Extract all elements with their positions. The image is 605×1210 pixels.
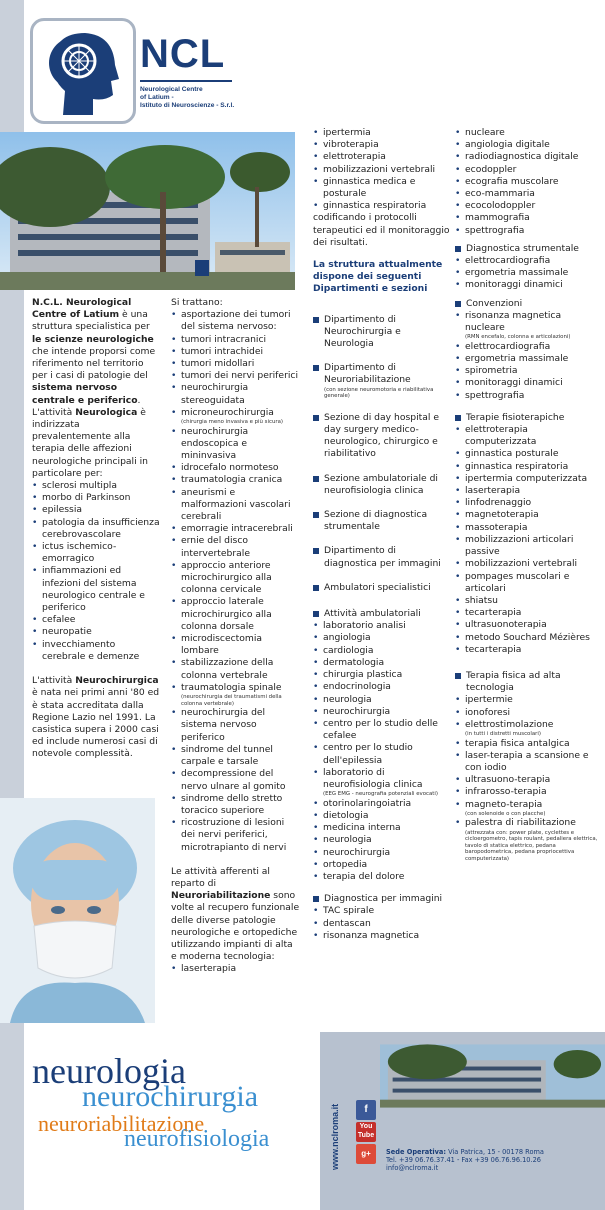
list-item: • terapia del dolore <box>313 871 451 883</box>
physio-heading: Terapie fisioterapiche <box>455 412 601 424</box>
list-item: • ionoforesi <box>455 707 601 719</box>
list-item: • centro per lo studio dell'epilessia <box>313 742 451 766</box>
list-item: • ginnastica respiratoria <box>313 200 451 212</box>
list-item: • epilessia <box>32 504 160 516</box>
list-item: • elettrostimolazione (in tutti i distretti muscolari) <box>455 719 601 738</box>
list-item: • otorinolaringoiatria <box>313 798 451 810</box>
brand-subtitle: Neurological Centre of Latium - Istituto di Neuroscienze - S.r.l. <box>140 86 235 109</box>
department-item: Sezione di day hospital e day surgery medico-neurologico, chirurgico e riabilitativo <box>313 412 451 461</box>
list-item: • sindrome dello stretto toracico superiore <box>171 793 301 817</box>
list-item: • neurochirurgia stereoguidata <box>171 382 301 406</box>
list-item: • monitoraggi dinamici <box>455 377 601 389</box>
services-column <box>455 127 601 863</box>
list-item: • linfodrenaggio <box>455 497 601 509</box>
imaging-list-continued <box>455 127 601 237</box>
departments-list <box>313 314 451 594</box>
list-item: • medicina interna <box>313 822 451 834</box>
list-item: • sindrome del tunnel carpale e tarsale <box>171 744 301 768</box>
word-neurologia: neurologia <box>32 1051 186 1091</box>
list-item: • eco-mammaria <box>455 188 601 200</box>
list-item: • tumori intrachidei <box>171 346 301 358</box>
list-item: • ergometria massimale <box>455 353 601 365</box>
list-item: • elettrocardiografia <box>455 255 601 267</box>
list-item: • ginnastica medica e posturale <box>313 176 451 200</box>
list-item: • radiodiagnostica digitale <box>455 151 601 163</box>
list-item: • mobilizzazioni vertebrali <box>313 164 451 176</box>
list-item: • tecarterapia <box>455 607 601 619</box>
list-item: • ecodoppler <box>455 164 601 176</box>
outpatient-list <box>313 620 451 883</box>
department-item: Sezione di diagnostica strumentale <box>313 509 451 533</box>
list-item: • chirurgia plastica <box>313 669 451 681</box>
list-item: • neurochirurgia endoscopica e mininvasiva <box>171 426 301 463</box>
list-item: • tecarterapia <box>455 644 601 656</box>
list-item: • tumori dei nervi periferici <box>171 370 301 382</box>
list-item: • mobilizzazioni articolari passive <box>455 534 601 558</box>
list-item: • emorragie intracerebrali <box>171 523 301 535</box>
email-link[interactable]: info@nclroma.it <box>386 1164 439 1172</box>
list-item: • tumori intracranici <box>171 334 301 346</box>
list-item: • dermatologia <box>313 657 451 669</box>
neurosurgery-paragraph: L'attività Neurochirurgica è nata nei primi anni '80 ed è stata accreditata dalla Regione Lazio nel 1991. La casistica supera i 2000 casi ed include numerosi casi di notevole complessità. <box>32 675 160 760</box>
list-item: • metodo Souchard Mézières <box>455 632 601 644</box>
rehab-list-continued <box>313 127 451 212</box>
list-item: • laboratorio di neurofisiologia clinica (EEG EMG - neurografia potenziali evocati) <box>313 767 451 798</box>
list-item: • neurochirurgia <box>313 847 451 859</box>
list-item: • ricostruzione di lesioni dei nervi periferici, microtrapianto di nervi <box>171 817 301 854</box>
hightech-list <box>455 694 601 862</box>
neurosurgery-column <box>171 297 301 976</box>
list-item: • ipertermia <box>313 127 451 139</box>
list-item: • risonanza magnetica nucleare (RMN encefalo, colonna e articolazioni) <box>455 310 601 341</box>
list-item: • approccio laterale microchirurgico alla colonna dorsale <box>171 596 301 633</box>
list-item: • aneurismi e malformazioni vascolari cerebrali <box>171 487 301 524</box>
list-item: • neurochirurgia <box>313 706 451 718</box>
list-item: • centro per lo studio delle cefalee <box>313 718 451 742</box>
list-item: • neurologia <box>313 694 451 706</box>
list-item: • infrarosso-terapia <box>455 786 601 798</box>
list-item: • ictus ischemico-emorragico <box>32 541 160 565</box>
imaging-heading: Diagnostica per immagini <box>313 893 451 905</box>
list-item: • morbo di Parkinson <box>32 492 160 504</box>
list-item: • nucleare <box>455 127 601 139</box>
list-item: • stabilizzazione della colonna vertebrale <box>171 657 301 681</box>
rehab-list <box>171 963 301 975</box>
list-item: • dentascan <box>313 918 451 930</box>
list-item: • cardiologia <box>313 645 451 657</box>
rehab-note: codificando i protocolli terapeutici ed il monitoraggio dei risultati. <box>313 212 450 248</box>
neurology-list <box>32 480 160 663</box>
list-item: • laserterapia <box>171 963 301 975</box>
website-link[interactable]: www.nclroma.it <box>330 1103 340 1170</box>
word-neurochirurgia: neurochirurgia <box>82 1080 259 1113</box>
instrumental-heading: Diagnostica strumentale <box>455 243 601 255</box>
youtube-icon[interactable]: You Tube <box>356 1122 376 1142</box>
list-item: • microneurochirurgia (chirurgia meno invasiva e più sicura) <box>171 407 301 426</box>
list-item: • TAC spirale <box>313 905 451 917</box>
list-item: • ergometria massimale <box>455 267 601 279</box>
list-item: • laboratorio analisi <box>313 620 451 632</box>
list-item: • neurologia <box>313 834 451 846</box>
list-item: • decompressione del nervo ulnare al gomito <box>171 768 301 792</box>
list-item: • monitoraggi dinamici <box>455 279 601 291</box>
neurosurgery-list <box>171 309 301 854</box>
list-item: • laserterapia <box>455 485 601 497</box>
list-item: • magneto-terapia (con solenoide o con placche) <box>455 799 601 818</box>
list-item: • risonanza magnetica <box>313 930 451 942</box>
outpatient-heading: Attività ambulatoriali <box>313 608 451 620</box>
list-item: • ernie del disco intervertebrale <box>171 535 301 559</box>
rehab-paragraph: Le attività afferenti al reparto di Neuroriabilitazione sono volte al recupero funzionale delle diverse patologie neurologiche e ortopediche utilizzando impianti di alta e moderna tecnologia: <box>171 865 300 963</box>
department-item: Dipartimento di Neurochirurgia e Neurologia <box>313 314 451 351</box>
list-item: • palestra di riabilitazione (attrezzata con: power plate, cyclettes e cicloergometro, tapis roulant, pedaliera elettrica, tavolo di statica elettrico, pedana baropodometrica, pedana propriocettiva computerizzata) <box>455 817 601 862</box>
neurology-paragraph: L'attività Neurologica è indirizzata prevalentemente alla terapia delle affezioni neurologiche principali in particolare per: <box>32 406 148 479</box>
department-item: Dipartimento di Neuroriabilitazione (con sezione neuromotoria e riabilitativa generale) <box>313 362 451 400</box>
list-item: • elettrocardiografia <box>455 341 601 353</box>
list-item: • mobilizzazioni vertebrali <box>455 558 601 570</box>
list-item: • ecocolodoppler <box>455 200 601 212</box>
list-item: • infiammazioni ed infezioni del sistema neurologico centrale e periferico <box>32 565 160 614</box>
department-item: Ambulatori specialistici <box>313 582 451 594</box>
list-item: • endocrinologia <box>313 681 451 693</box>
list-item: • angiologia digitale <box>455 139 601 151</box>
logo-head-icon <box>30 18 136 124</box>
list-item: • approccio anteriore microchirurgico alla colonna cervicale <box>171 560 301 597</box>
list-item: • spirometria <box>455 365 601 377</box>
list-item: • ultrasuonoterapia <box>455 619 601 631</box>
list-item: • sclerosi multipla <box>32 480 160 492</box>
brand-name: NCL <box>140 32 226 76</box>
word-neurofisiologia: neurofisiologia <box>124 1126 270 1152</box>
departments-column <box>313 127 451 942</box>
list-item: • traumatologia cranica <box>171 474 301 486</box>
list-item: • shiatsu <box>455 595 601 607</box>
instrumental-list <box>455 255 601 292</box>
list-item: • spettrografia <box>455 225 601 237</box>
facebook-icon[interactable]: f <box>356 1100 376 1120</box>
column-intro: Si trattano: <box>171 297 223 308</box>
list-item: • vibroterapia <box>313 139 451 151</box>
departments-heading: La struttura attualmente dispone dei seguenti Dipartimenti e sezioni <box>313 259 443 295</box>
list-item: • spettrografia <box>455 390 601 402</box>
list-item: • ginnastica posturale <box>455 448 601 460</box>
list-item: • laser-terapia a scansione e con iodio <box>455 750 601 774</box>
list-item: • invecchiamento cerebrale e demenze <box>32 639 160 663</box>
list-item: • ginnastica respiratoria <box>455 461 601 473</box>
list-item: • asportazione dei tumori del sistema nervoso: <box>171 309 301 333</box>
intro-column <box>32 297 160 761</box>
list-item: • ortopedia <box>313 859 451 871</box>
list-item: • patologia da insufficienza cerebrovascolare <box>32 517 160 541</box>
department-item: Sezione ambulatoriale di neurofisiologia clinica <box>313 473 451 497</box>
intro-paragraph: N.C.L. Neurological Centre of Latium è una struttura specialistica per le scienze neurologiche che intende proporsi come riferimento nel territorio per i casi di patologie del sistema nervoso centrale e periferico. <box>32 297 156 406</box>
list-item: • ecografia muscolare <box>455 176 601 188</box>
list-item: • ipertermie <box>455 694 601 706</box>
agreements-heading: Convenzioni <box>455 298 601 310</box>
list-item: • neuropatie <box>32 626 160 638</box>
list-item: • neurochirurgia del sistema nervoso periferico <box>171 707 301 744</box>
list-item: • idrocefalo normoteso <box>171 462 301 474</box>
contact-panel <box>320 1032 605 1210</box>
physio-list <box>455 424 601 656</box>
list-item: • ipertermia computerizzata <box>455 473 601 485</box>
agreements-list <box>455 310 601 402</box>
list-item: • pompages muscolari e articolari <box>455 571 601 595</box>
list-item: • microdiscectomia lombare <box>171 633 301 657</box>
contact-address: Sede Operativa: Via Patrica, 15 - 00178 Roma Tel. +39 06.76.37.41 - Fax +39 06.76.96.10.26 info@nclroma.it <box>386 1148 596 1172</box>
google-plus-icon[interactable]: g+ <box>356 1144 376 1164</box>
hightech-heading: Terapia fisica ad alta tecnologia <box>455 670 601 694</box>
list-item: • magnetoterapia <box>455 509 601 521</box>
word-neuroriabilitazione: neuroriabilitazione <box>38 1111 205 1136</box>
building-photo <box>0 132 295 290</box>
list-item: • massoterapia <box>455 522 601 534</box>
list-item: • ultrasuono-terapia <box>455 774 601 786</box>
surgeon-photo <box>0 798 155 1023</box>
brand-rule <box>140 80 232 82</box>
department-item: Dipartimento di diagnostica per immagini <box>313 545 451 569</box>
list-item: • elettroterapia <box>313 151 451 163</box>
list-item: • mammografia <box>455 212 601 224</box>
list-item: • cefalee <box>32 614 160 626</box>
list-item: • angiologia <box>313 632 451 644</box>
list-item: • traumatologia spinale (neurochirurgia dei traumatismi della colonna vertebrale) <box>171 682 301 707</box>
imaging-list <box>313 905 451 942</box>
list-item: • terapia fisica antalgica <box>455 738 601 750</box>
list-item: • elettroterapia computerizzata <box>455 424 601 448</box>
list-item: • tumori midollari <box>171 358 301 370</box>
list-item: • dietologia <box>313 810 451 822</box>
